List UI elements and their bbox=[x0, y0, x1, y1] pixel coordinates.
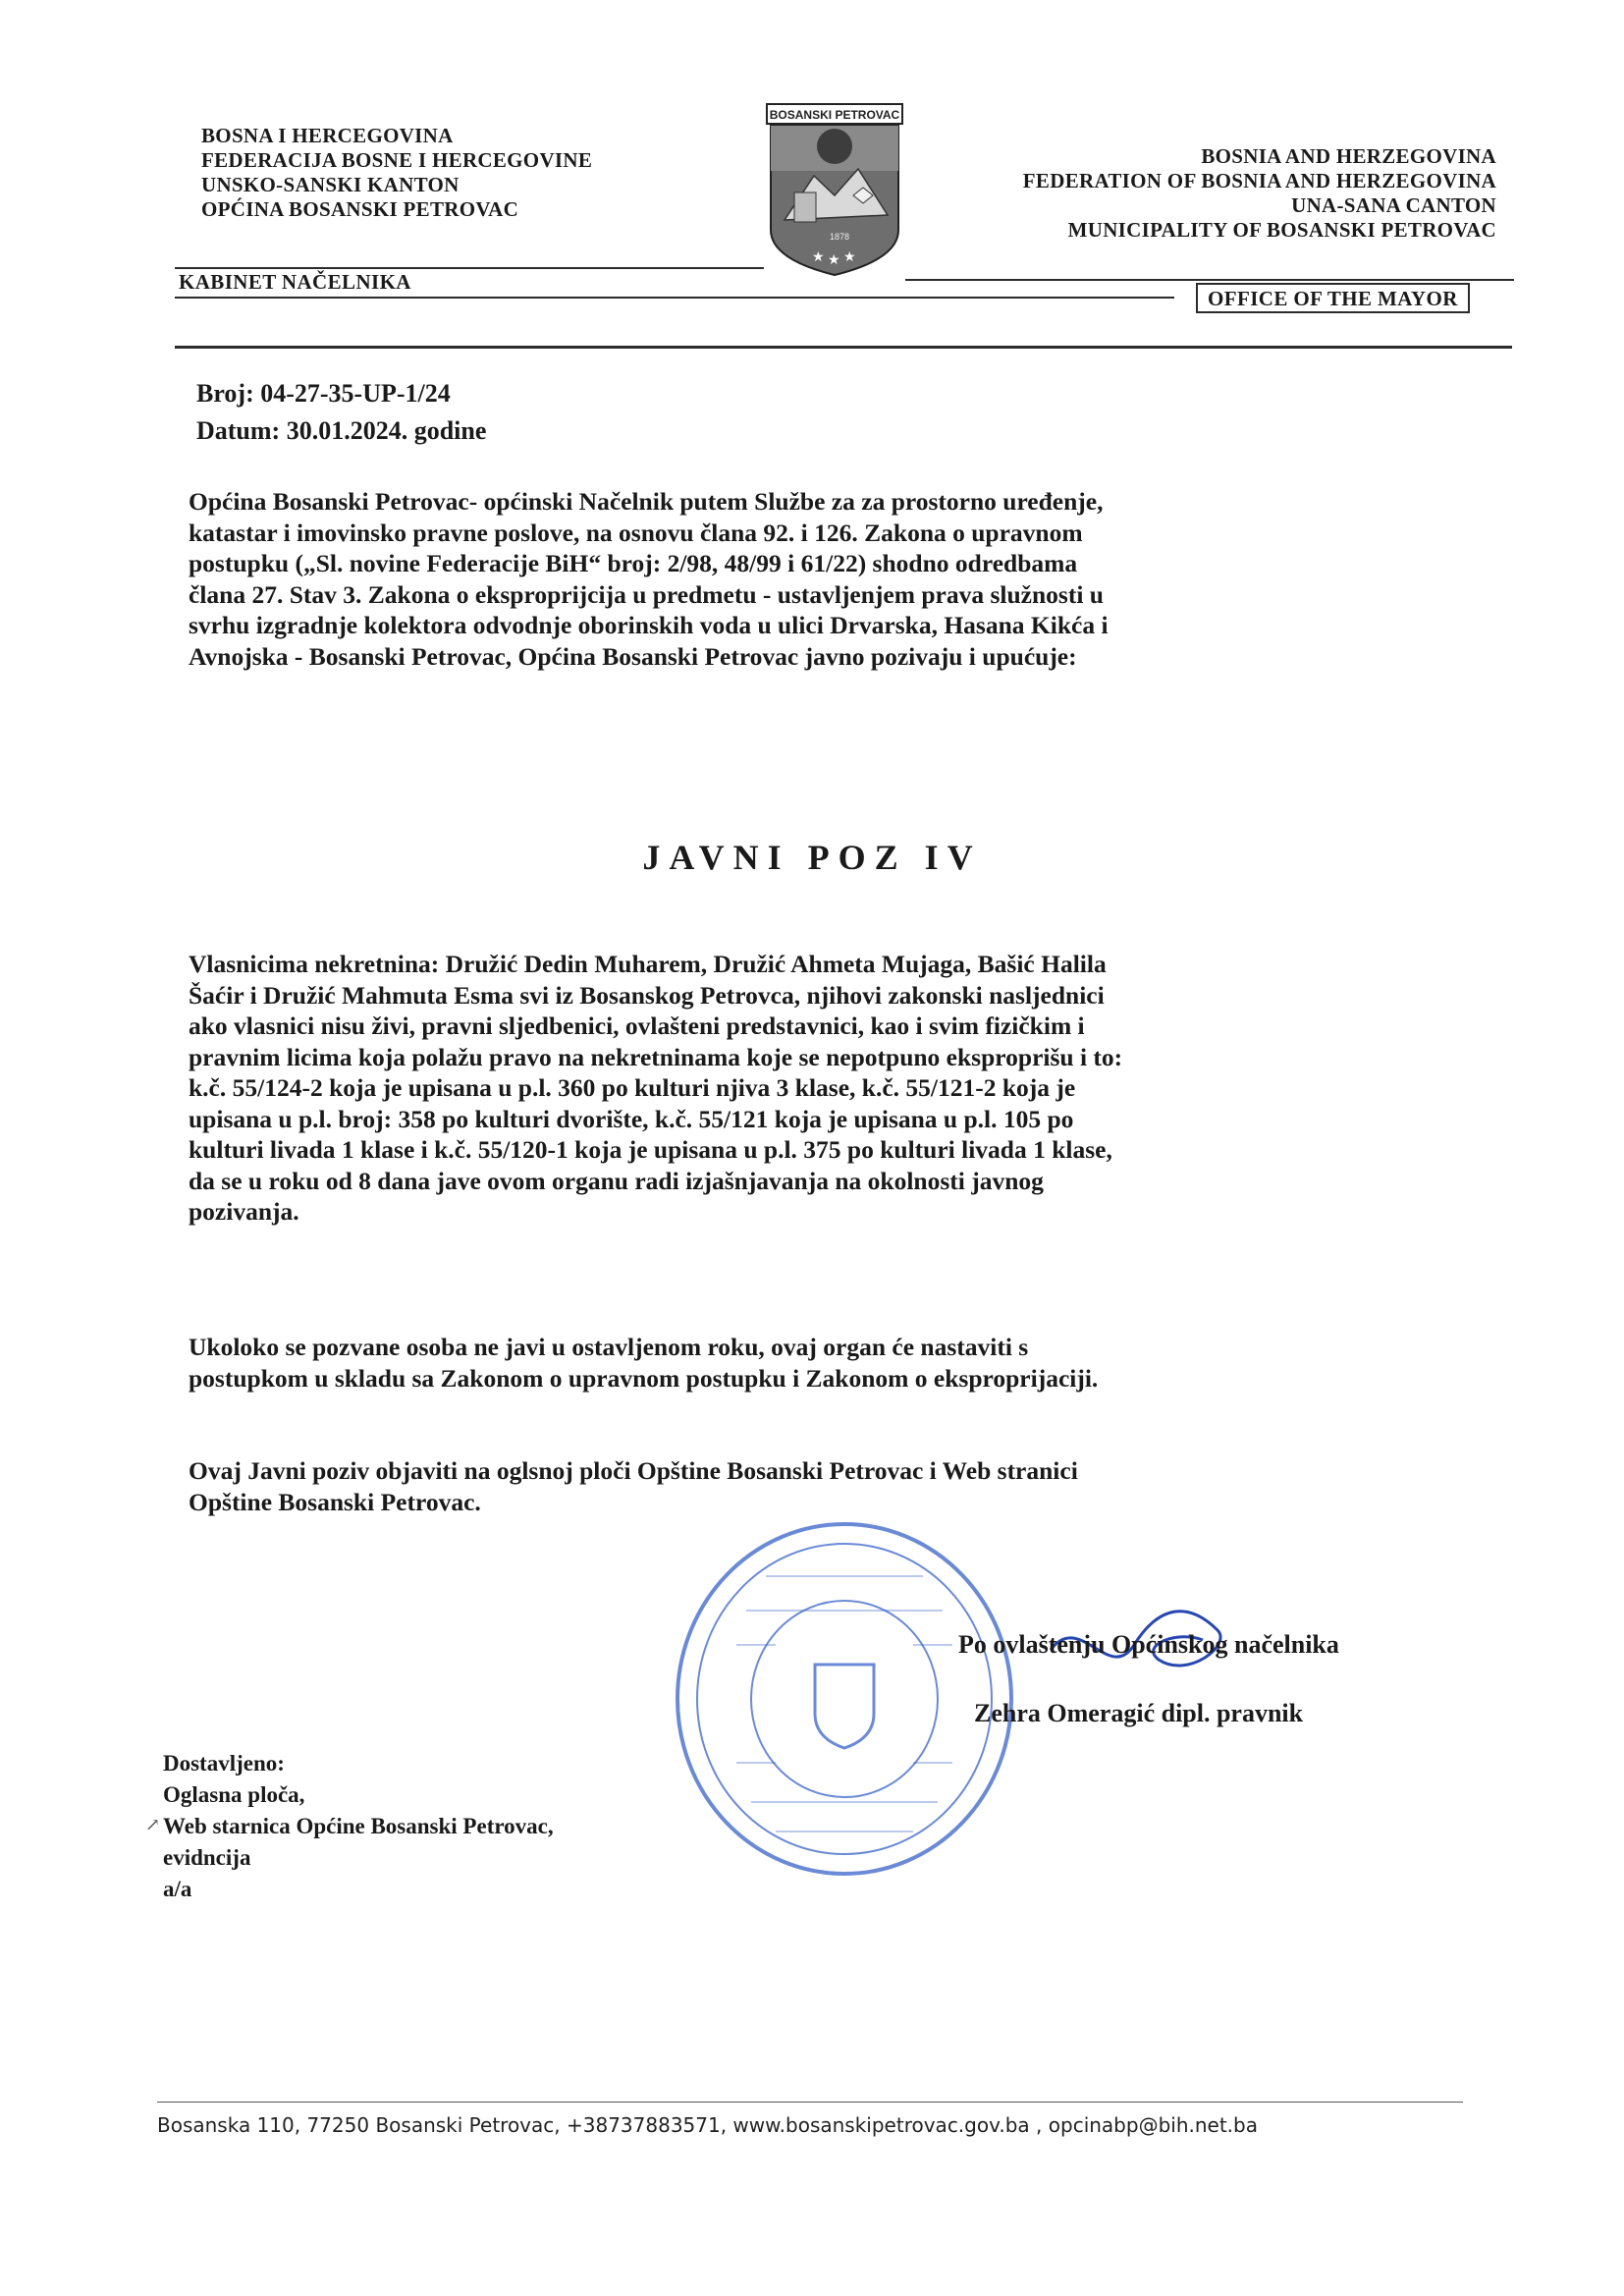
header-left-line: BOSNA I HERCEGOVINA bbox=[201, 124, 454, 147]
authorization-text: Po ovlaštenju Općinskog načelnika bbox=[958, 1630, 1339, 1659]
delivery-list bbox=[163, 1748, 554, 1905]
intro-line: Općina Bosanski Petrovac- općinski Načelnik putem Službe za za prostorno uređenje, bbox=[189, 487, 1104, 516]
intro-line: katastar i imovinsko pravne poslove, na osnovu člana 92. i 126. Zakona o upravnom bbox=[189, 518, 1083, 547]
header-left-line: FEDERACIJA BOSNE I HERCEGOVINE bbox=[201, 148, 593, 172]
handwritten-mark-icon: ↗ bbox=[145, 1815, 161, 1834]
municipality-crest-icon bbox=[765, 102, 904, 277]
header-right-block bbox=[1023, 144, 1496, 243]
header-rule bbox=[175, 267, 764, 269]
warning-line: postupkom u skladu sa Zakonom o upravnom postupku i Zakonom o eksproprijaciji. bbox=[189, 1363, 1099, 1393]
header-rule bbox=[905, 279, 1514, 281]
body-line: k.č. 55/124-2 koja je upisana u p.l. 360 po kulturi njiva 3 klase, k.č. 55/121-2 koja je bbox=[189, 1073, 1076, 1102]
header-right-line: FEDERATION OF BOSNIA AND HERZEGOVINA bbox=[1022, 169, 1496, 192]
document-meta bbox=[196, 375, 486, 450]
document-date: Datum: 30.01.2024. godine bbox=[196, 416, 487, 445]
delivery-heading: Dostavljeno: bbox=[163, 1751, 285, 1776]
body-line: upisana u p.l. broj: 358 po kulturi dvorište, k.č. 55/121 koja je upisana u p.l. 105 po bbox=[189, 1104, 1074, 1133]
intro-line: člana 27. Stav 3. Zakona o eksproprijcija u predmetu - ustavljenjem prava služnosti u bbox=[189, 579, 1104, 609]
delivery-item: evidncija bbox=[163, 1845, 251, 1870]
body-line: pozivanja. bbox=[189, 1197, 299, 1226]
divider-line bbox=[175, 346, 1512, 349]
crest-label: BOSANSKI PETROVAC bbox=[769, 108, 900, 122]
delivery-item: Oglasna ploča, bbox=[163, 1782, 305, 1807]
header-right-line: BOSNIA AND HERZEGOVINA bbox=[1201, 144, 1496, 168]
body-line: ako vlasnici nisu živi, pravni sljedbenici, ovlašteni predstavnici, kao i svim fizičkim i bbox=[189, 1011, 1085, 1040]
delivery-item: a/a bbox=[163, 1877, 192, 1901]
document-title: JAVNI POZ IV bbox=[642, 838, 982, 877]
signatory-name: Zehra Omeragić dipl. pravnik bbox=[974, 1699, 1304, 1727]
publish-line: Ovaj Javni poziv objaviti na oglsnoj ploči Opštine Bosanski Petrovac i Web stranici bbox=[189, 1456, 1078, 1485]
publish-line: Opštine Bosanski Petrovac. bbox=[189, 1487, 481, 1516]
body-line: Vlasnicima nekretnina: Družić Dedin Muharem, Družić Ahmeta Mujaga, Bašić Halila bbox=[189, 950, 1107, 978]
body-line: da se u roku od 8 dana jave ovom organu radi izjašnjavanja na okolnosti javnog bbox=[189, 1166, 1044, 1195]
office-name-local: KABINET NAČELNIKA bbox=[179, 270, 411, 294]
body-line: pravnim licima koja polažu pravo na nekretninama koje se nepotpuno eksproprišu i to: bbox=[189, 1042, 1123, 1071]
reference-number: Broj: 04-27-35-UP-1/24 bbox=[196, 379, 451, 408]
svg-text:★: ★ bbox=[812, 250, 825, 265]
intro-line: Avnojska - Bosanski Petrovac, Općina Bosanski Petrovac javno pozivaju i upućuje: bbox=[189, 641, 1077, 671]
intro-paragraph bbox=[189, 486, 1396, 672]
header-left-line: UNSKO-SANSKI KANTON bbox=[201, 173, 460, 196]
signature-block bbox=[958, 1611, 1339, 1748]
header-left-line: OPĆINA BOSANSKI PETROVAC bbox=[201, 197, 519, 221]
footer-rule bbox=[157, 2102, 1463, 2103]
svg-text:★: ★ bbox=[828, 253, 840, 268]
header-rule-bottom bbox=[175, 297, 1174, 299]
body-line: Šaćir i Družić Mahmuta Esma svi iz Bosanskog Petrovca, njihovi zakonski nasljednici bbox=[189, 980, 1105, 1010]
footer-contact: Bosanska 110, 77250 Bosanski Petrovac, +38737883571, www.bosanskipetrovac.gov.ba , opcinabp@bih.net.ba bbox=[157, 2113, 1258, 2137]
svg-text:★: ★ bbox=[843, 250, 856, 265]
intro-line: svrhu izgradnje kolektora odvodnje oborinskih voda u ulici Drvarska, Hasana Kikća i bbox=[189, 611, 1109, 639]
crest-year: 1878 bbox=[830, 232, 850, 242]
body-paragraph bbox=[189, 949, 1396, 1228]
intro-line: postupku („Sl. novine Federacije BiH“ broj: 2/98, 48/99 i 61/22) shodno odredbama bbox=[189, 549, 1078, 577]
header-right-line: MUNICIPALITY OF BOSANSKI PETROVAC bbox=[1067, 218, 1496, 242]
warning-line: Ukoloko se pozvane osoba ne javi u ostavljenom roku, ovaj organ će nastaviti s bbox=[189, 1333, 1029, 1361]
header-right-line: UNA-SANA CANTON bbox=[1291, 193, 1496, 217]
office-name-english: OFFICE OF THE MAYOR bbox=[1196, 283, 1470, 313]
publish-paragraph bbox=[189, 1455, 1396, 1517]
delivery-item: Web starnica Općine Bosanski Petrovac, bbox=[163, 1814, 554, 1838]
warning-paragraph bbox=[189, 1332, 1396, 1394]
header-left-block bbox=[201, 124, 592, 222]
body-line: kulturi livada 1 klase i k.č. 55/120-1 koja je upisana u p.l. 375 po kulturi livada 1 klase, bbox=[189, 1135, 1112, 1164]
